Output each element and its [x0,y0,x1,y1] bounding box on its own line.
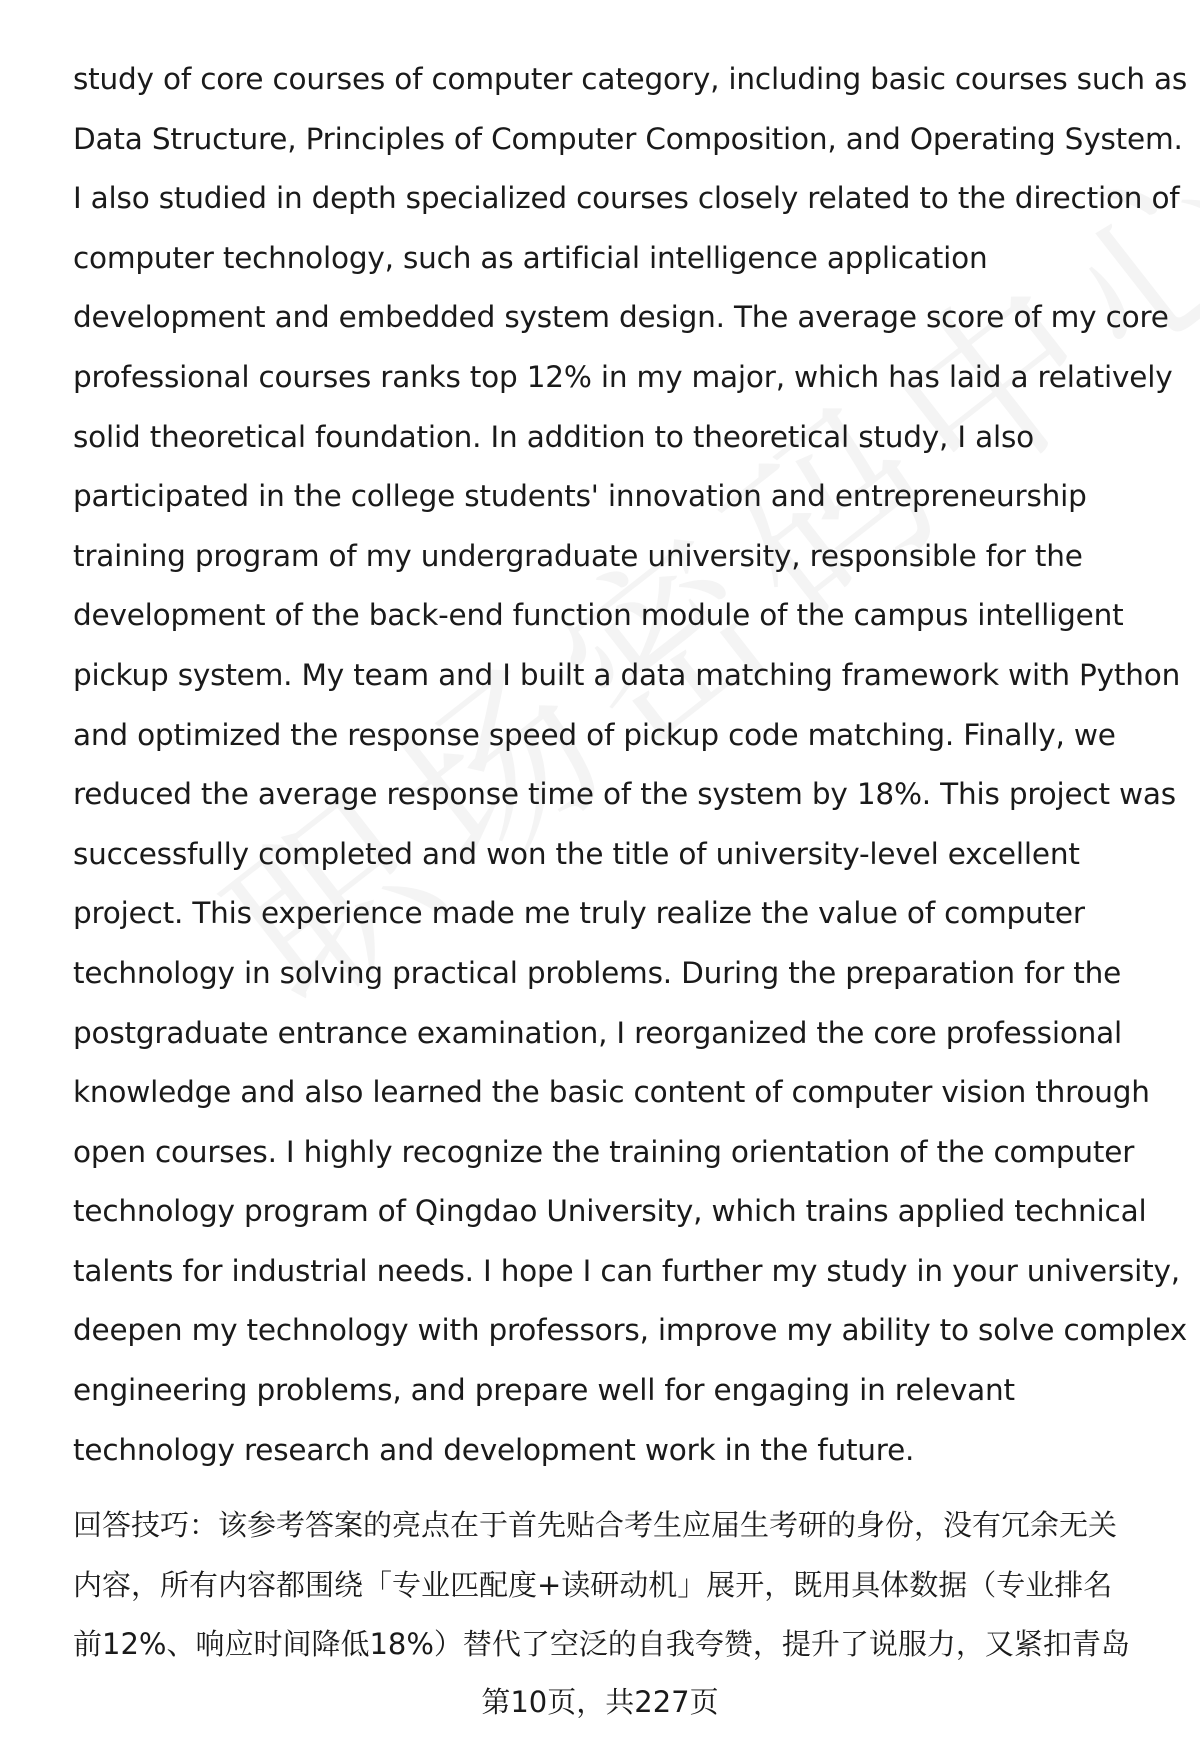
tip-line: 回答技巧：该参考答案的亮点在于首先贴合考生应届生考研的身份，没有冗余无关 [73,1508,1118,1542]
body-line: knowledge and also learned the basic content of computer vision through [73,1075,1150,1110]
body-line: talents for industrial needs. I hope I can further my study in your university, [73,1253,1180,1288]
body-line: study of core courses of computer category, including basic courses such as [73,62,1188,96]
body-line: successfully completed and won the title of university-level excellent [73,836,1080,871]
body-line: pickup system. My team and I built a data matching framework with Python [73,657,1181,692]
body-line: development of the back-end function module of the campus intelligent [73,598,1124,633]
body-line: project. This experience made me truly realize the value of computer [73,896,1085,931]
body-line: postgraduate entrance examination, I reorganized the core professional [73,1015,1123,1050]
answer-tip [73,1496,1163,1675]
body-line: training program of my undergraduate university, responsible for the [73,538,1083,573]
tip-line: 内容，所有内容都围绕「专业匹配度+读研动机」展开，既用具体数据（专业排名 [73,1567,1113,1602]
body-line: technology program of Qingdao University, which trains applied technical [73,1194,1147,1229]
body-line: technology research and development work in the future. [73,1432,915,1467]
body-line: professional courses ranks top 12% in my major, which has laid a relatively [73,359,1173,394]
body-line: solid theoretical foundation. In addition to theoretical study, I also [73,419,1034,454]
page-number: 第10页，共227页 [481,1685,719,1719]
body-line: technology in solving practical problems. During the preparation for the [73,955,1122,990]
body-line: engineering problems, and prepare well for engaging in relevant [73,1373,1015,1408]
body-line: Data Structure, Principles of Computer Composition, and Operating System. [73,121,1183,156]
body-line: participated in the college students' innovation and entrepreneurship [73,479,1087,514]
body-line: development and embedded system design. The average score of my core [73,300,1169,335]
body-line: I also studied in depth specialized courses closely related to the direction of [73,181,1180,216]
body-line: computer technology, such as artificial intelligence application [73,240,988,275]
body-line: reduced the average response time of the system by 18%. This project was [73,777,1176,812]
body-line: deepen my technology with professors, improve my ability to solve complex [73,1313,1188,1348]
body-line: open courses. I highly recognize the training orientation of the computer [73,1134,1135,1169]
body-line: and optimized the response speed of pickup code matching. Finally, we [73,717,1116,752]
tip-line: 前12%、响应时间降低18%）替代了空泛的自我夸赞，提升了说服力，又紧扣青岛 [73,1627,1130,1662]
answer-body [73,50,1188,1480]
